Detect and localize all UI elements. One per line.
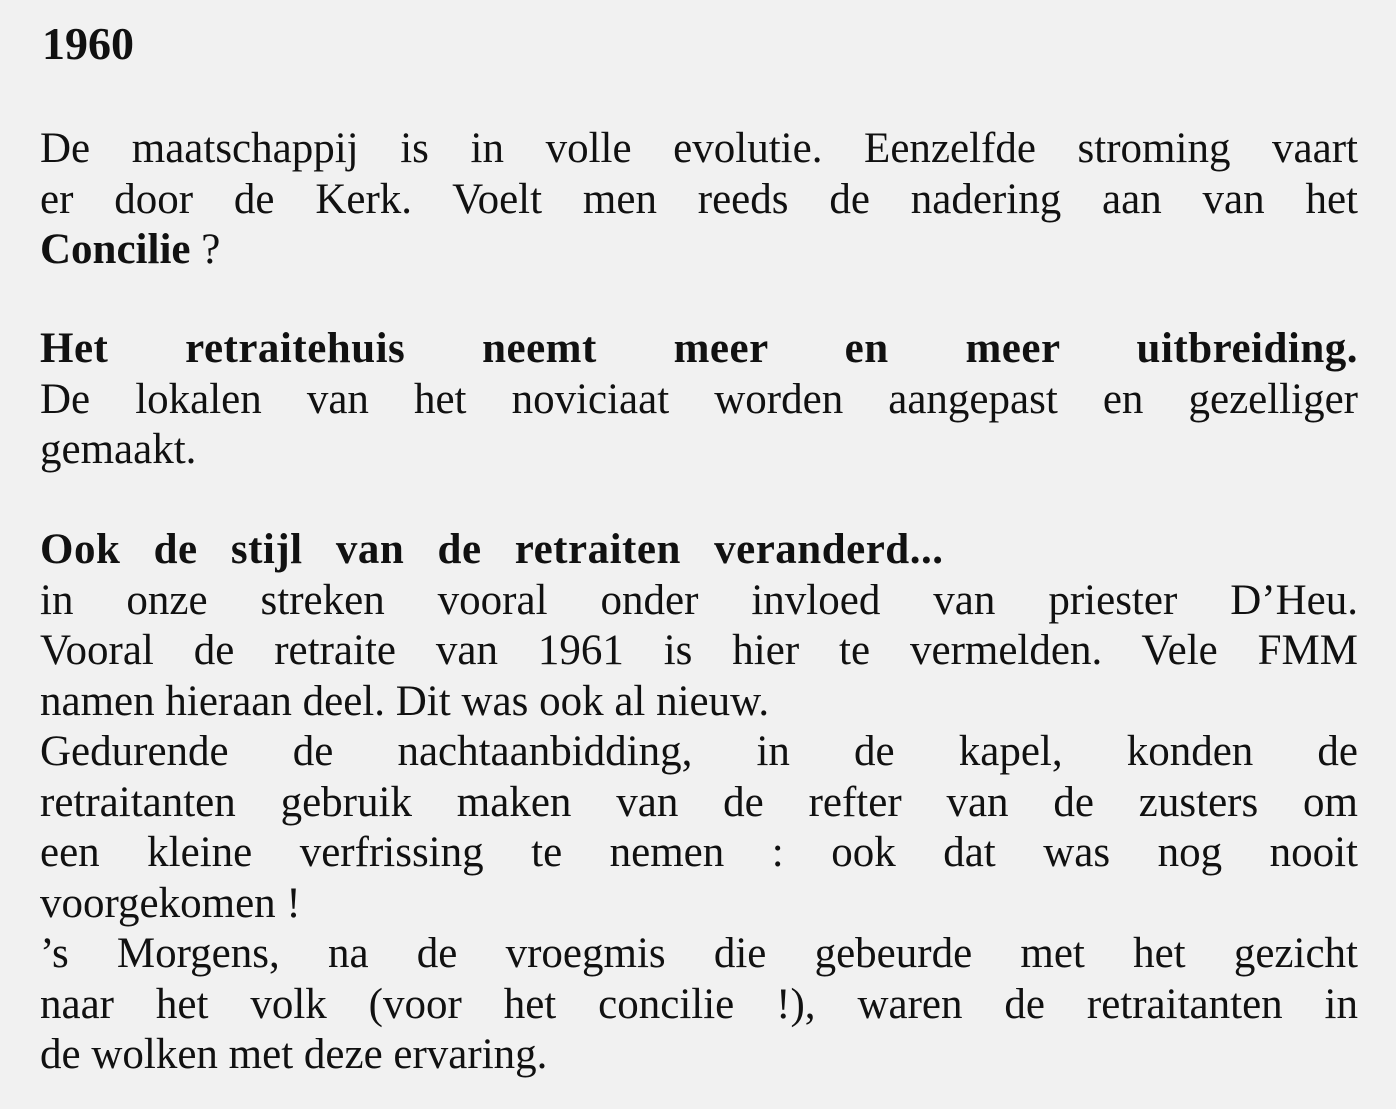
text-line: Vooral de retraite van 1961 is hier te vermelden. Vele FMM [40, 627, 1358, 674]
section-heading-retraitehuis: Het retraitehuis neemt meer en meer uitbreiding. [40, 325, 1358, 372]
text-line: retraitanten gebruik maken van de refter van de zusters om [40, 778, 1358, 826]
text-line: gemaakt. [40, 426, 197, 473]
text-line: De lokalen van het noviciaat worden aangepast en gezelliger [40, 375, 1358, 423]
text-line: de wolken met deze ervaring. [40, 1031, 548, 1078]
text-line: in onze streken vooral onder invloed van priester D’Heu. [40, 576, 1358, 624]
question-mark: ? [190, 226, 221, 273]
text-line: een kleine verfrissing te nemen : ook dat was nog nooit [40, 829, 1358, 876]
paragraph-evolution [40, 124, 1358, 276]
text-line: er door de Kerk. Voelt men reeds de nadering aan van het [40, 175, 1358, 223]
text-line: naar het volk (voor het concilie !), waren de retraitanten in [40, 980, 1358, 1028]
year-heading: 1960 [42, 18, 134, 69]
text-line: Gedurende de nachtaanbidding, in de kapel, konden de [40, 728, 1358, 775]
text-line: De maatschappij is in volle evolutie. Eenzelfde stroming vaart [40, 125, 1358, 172]
concilie-bold-word: Concilie [40, 226, 191, 273]
paragraph-stijl [40, 525, 1358, 1081]
text-line [40, 225, 1358, 276]
text-line: voorgekomen ! [40, 879, 301, 927]
text-line: namen hieraan deel. Dit was ook al nieuw. [40, 677, 770, 725]
text-line: ’s Morgens, na de vroegmis die gebeurde met het gezicht [40, 930, 1358, 977]
paragraph-retraitehuis [40, 324, 1358, 476]
section-heading-stijl: Ook de stijl van de retraiten veranderd... [40, 526, 944, 573]
